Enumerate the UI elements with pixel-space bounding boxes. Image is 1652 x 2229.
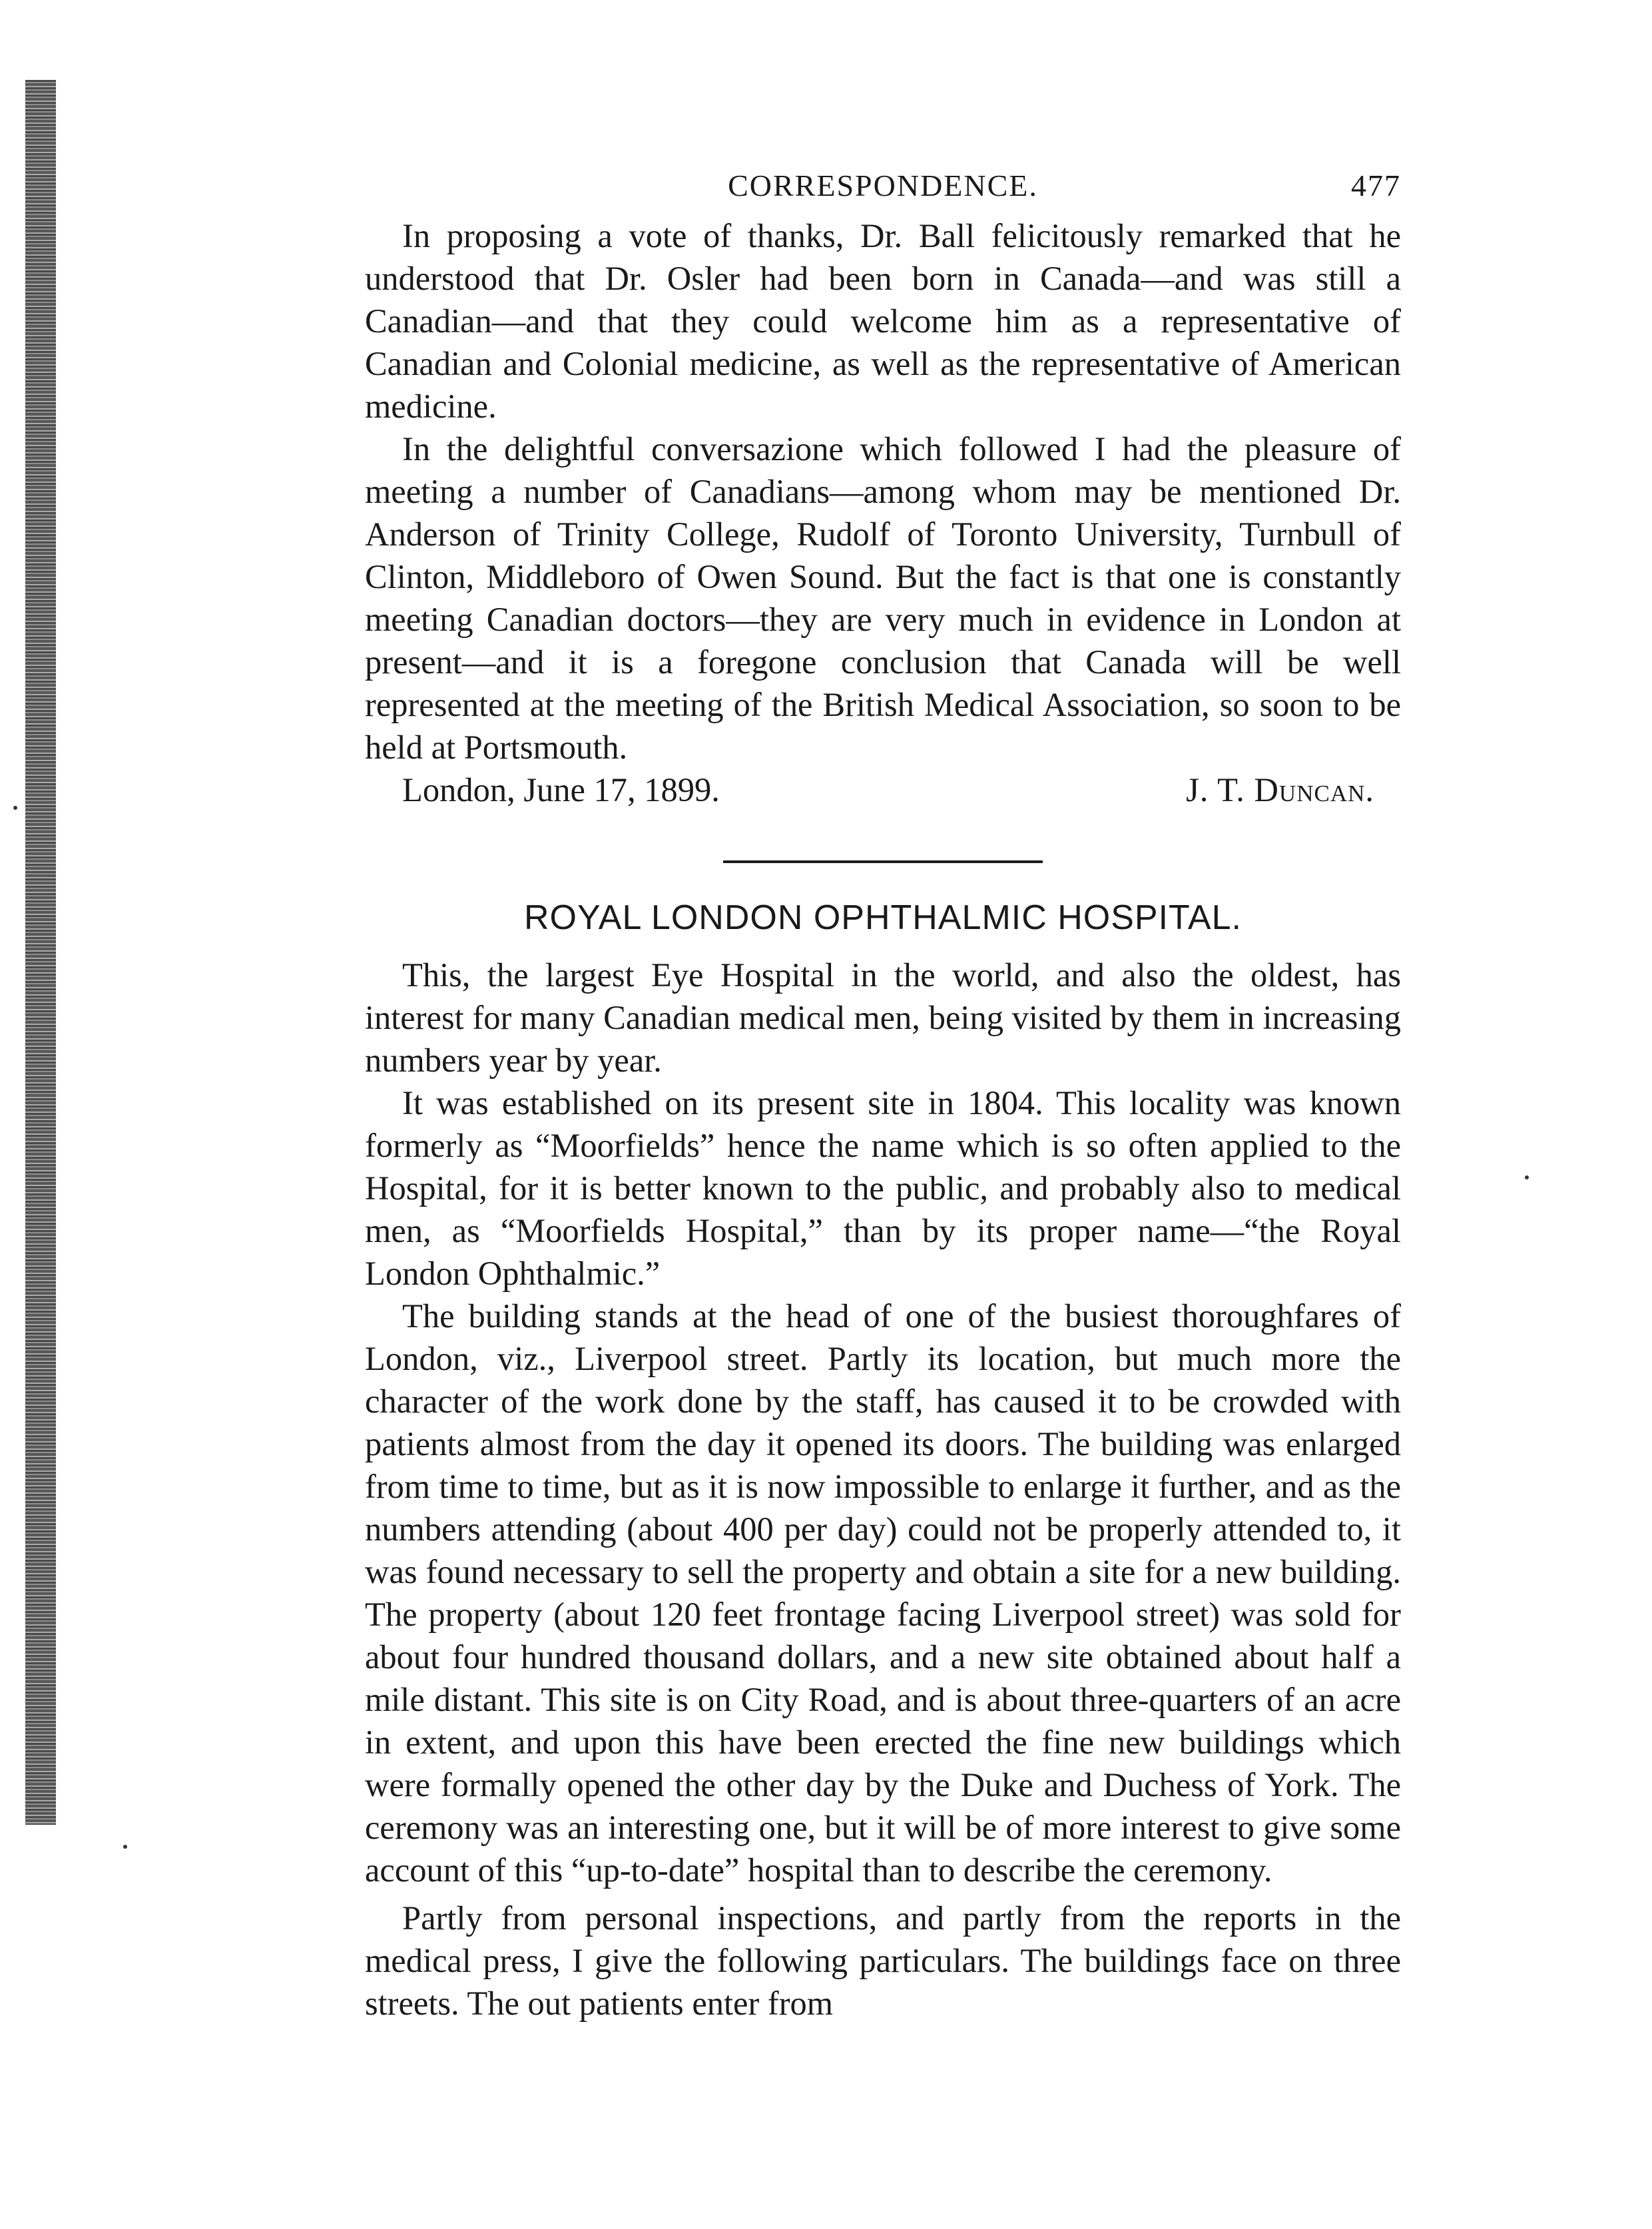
article-paragraph: The building stands at the head of one of the busiest thoroughfares of London, viz., Liverpool street. Partly its location, but much more the character of the work done by the staff, has caused it to be crowded with patients almost from the day it opened its doors. The building was enlarged from time to time, but as it is now impossible to enlarge it further, and as the numbers attending (about 400 per day) could not be properly attended to, it was found necessary to sell the property and obtain a site for a new building. The property (about 120 feet frontage facing Liverpool street) was sold for about four hundred thousand dollars, and a new site obtained about half a mile distant. This site is on City Road, and is about three-quarters of an acre in extent, and upon this have been erected the fine new buildings which were formally opened the other day by the Duke and Duchess of York. The ceremony was an interesting one, but it will be of more interest to give some account of this “up-to-date” hospital than to describe the ceremony. [365,1297,1401,1889]
page-number: 477 [1351,168,1401,202]
ink-speck [1525,1175,1529,1179]
page-binding-edge [25,80,56,1825]
article-paragraph: This, the largest Eye Hospital in the world, and also the oldest, has interest for many Canadian medical men, being visited by them in increasing numbers year by year. [365,956,1401,1079]
ink-speck [13,806,17,810]
letter-place-date: London, June 17, 1899. [402,771,720,808]
article-paragraph: It was established on its present site in 1804. This locality was known formerly as “Moorfields” hence the name which is so often applied to the Hospital, for it is better known to the public, and probably also to medical men, as “Moorfields Hospital,” than by its proper name—“the Royal London Ophthalmic.” [365,1084,1401,1292]
article-section [365,898,1401,2025]
letter-signoff [365,769,1401,811]
letter-section [365,214,1401,811]
running-header [365,168,1401,214]
page-body [365,168,1401,2025]
paragraph-gap [365,1891,1401,1897]
section-divider [723,860,1043,863]
article-title: ROYAL LONDON OPHTHALMIC HOSPITAL. [523,898,1242,937]
letter-paragraph: In the delightful conversazione which followed I had the pleasure of meeting a number of Canadians—among whom may be mentioned Dr. Anderson of Trinity College, Rudolf of Toronto University, Turnbull of Clinton, Middleboro of Owen Sound. But the fact is that one is constantly meeting Canadian doctors—they are very much in evidence in London at present—and it is a foregone conclusion that Canada will be well represented at the meeting of the British Medical Association, so soon to be held at Portsmouth. [365,430,1401,766]
running-title: CORRESPONDENCE. [728,168,1038,202]
article-paragraph: Partly from personal inspections, and partly from the reports in the medical press, I give the following particulars. The buildings face on three streets. The out patients enter from [365,1899,1401,2022]
ink-speck [123,1845,127,1849]
letter-paragraph: In proposing a vote of thanks, Dr. Ball felicitously remarked that he understood that Dr. Osler had been born in Canada—and was still a Canadian—and that they could welcome him as a representative of Canadian and Colonial medicine, as well as the representative of American medicine. [365,217,1401,425]
letter-signature: J. T. Duncan. [1186,771,1374,808]
